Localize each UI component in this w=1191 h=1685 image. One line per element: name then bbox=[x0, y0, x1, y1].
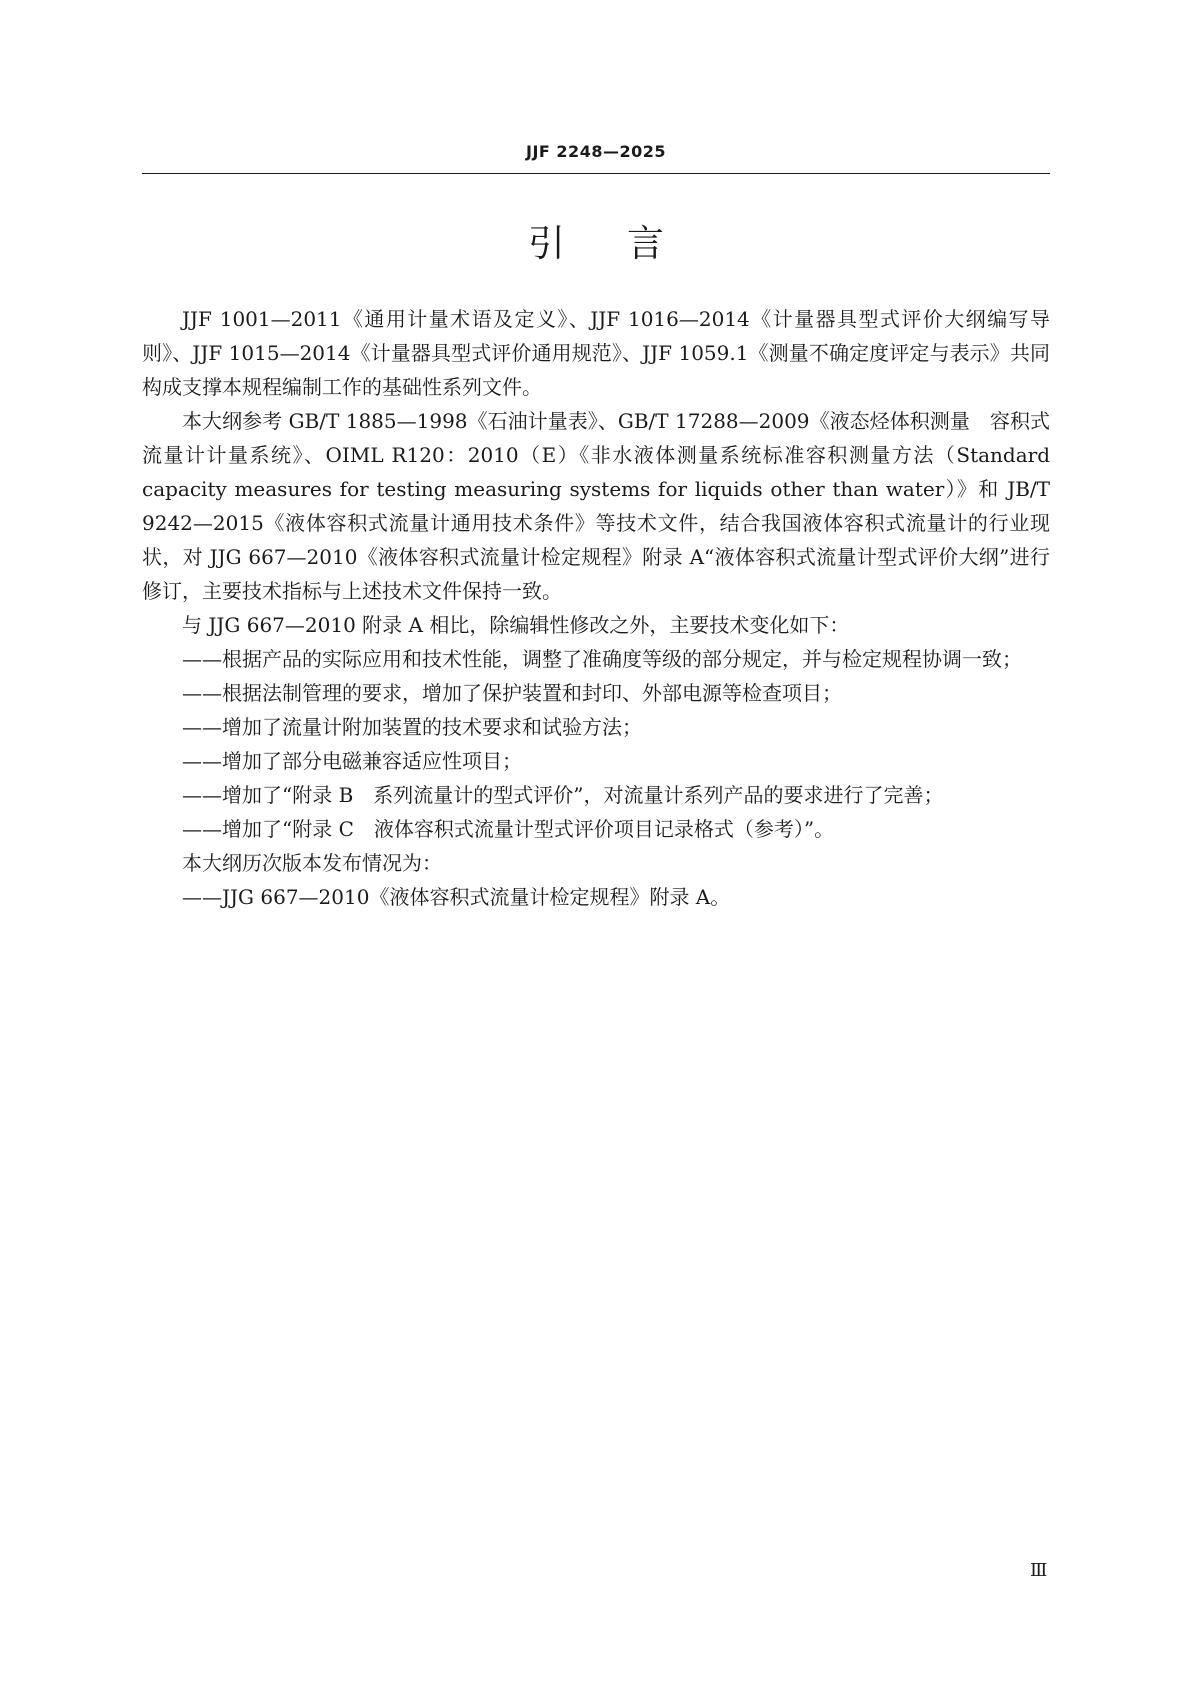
document-body bbox=[142, 302, 1050, 914]
paragraph-revision-basis: 本大纲参考 GB/T 1885—1998《石油计量表》、GB/T 17288—2009《液态烃体积测量 容积式流量计计量系统》、OIML R120：2010（E）《非水液体测量系统标准容积测量方法（Standard capacity measures for testing measuring systems for liquids other than water）》和 JB/T 9242—2015《液体容积式流量计通用技术条件》等技术文件，结合我国液体容积式流量计的行业现状，对 JJG 667—2010《液体容积式流量计检定规程》附录 A“液体容积式流量计型式评价大纲”进行修订，主要技术指标与上述技术文件保持一致。 bbox=[142, 409, 1050, 603]
list-item-change: ——根据产品的实际应用和技术性能，调整了准确度等级的部分规定，并与检定规程协调一致； bbox=[182, 647, 1022, 671]
paragraph-reference-standards: JJF 1001—2011《通用计量术语及定义》、JJF 1016—2014《计量器具型式评价大纲编写导则》、JJF 1015—2014《计量器具型式评价通用规范》、JJF 1059.1《测量不确定度评定与表示》共同构成支撑本规程编制工作的基础性系列文件。 bbox=[142, 307, 1050, 399]
list-item-change: ——增加了“附录 C 液体容积式流量计型式评价项目记录格式（参考）”。 bbox=[182, 817, 835, 841]
page-number: Ⅲ bbox=[1030, 1560, 1048, 1581]
list-item-change: ——根据法制管理的要求，增加了保护装置和封印、外部电源等检查项目； bbox=[182, 681, 842, 705]
paragraph-history-intro: 本大纲历次版本发布情况为： bbox=[182, 851, 442, 875]
list-item-change: ——增加了流量计附加装置的技术要求和试验方法； bbox=[182, 715, 642, 739]
document-code-header: JJF 2248—2025 bbox=[526, 142, 666, 161]
list-item-change: ——增加了部分电磁兼容适应性项目； bbox=[182, 749, 522, 773]
list-item-history: ——JJG 667—2010《液体容积式流量计检定规程》附录 A。 bbox=[182, 885, 731, 909]
list-item-change: ——增加了“附录 B 系列流量计的型式评价”，对流量计系列产品的要求进行了完善； bbox=[182, 783, 944, 807]
paragraph-changes-intro: 与 JJG 667—2010 附录 A 相比，除编辑性修改之外，主要技术变化如下： bbox=[182, 613, 850, 637]
page-title: 引言 bbox=[528, 222, 726, 265]
header-divider bbox=[142, 173, 1050, 174]
